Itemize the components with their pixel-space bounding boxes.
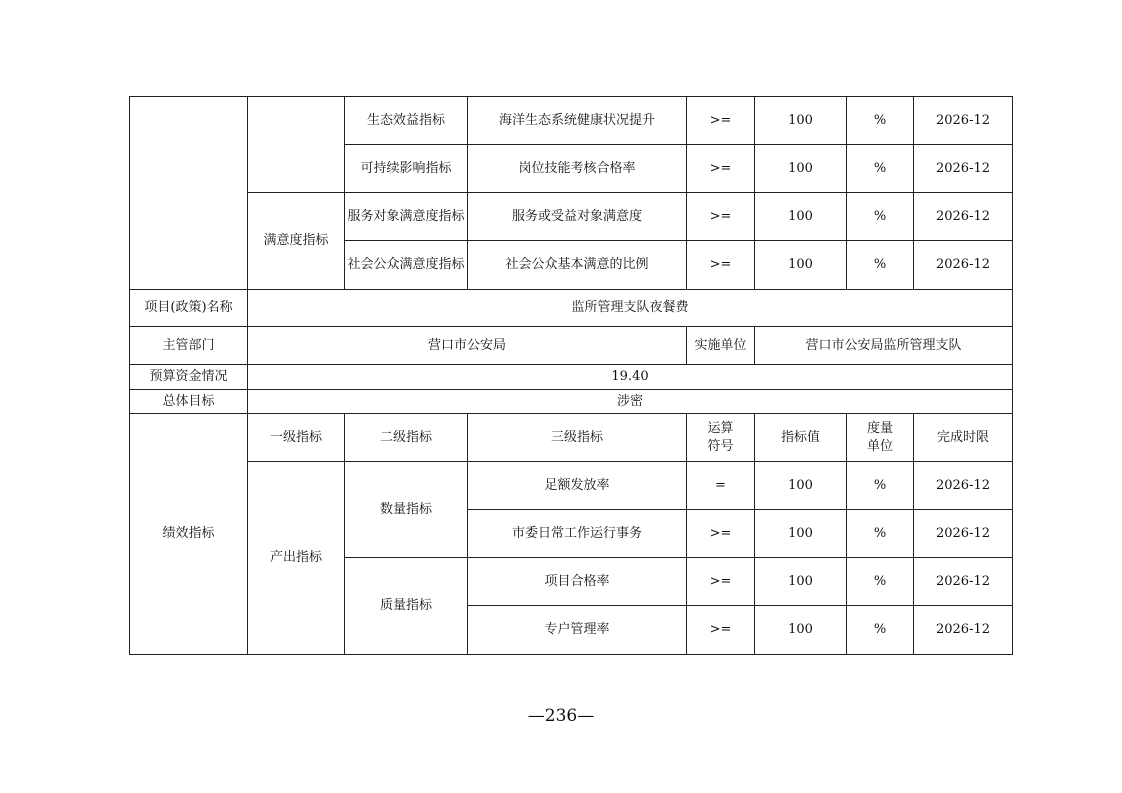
quality-indicator-cell: 质量指标 bbox=[345, 558, 468, 655]
header-operator-line1: 运算 bbox=[707, 420, 734, 436]
budget-value: 19.40 bbox=[248, 365, 1013, 390]
table-row bbox=[130, 390, 1013, 414]
unit-cell: % bbox=[847, 145, 914, 193]
level3-cell: 岗位技能考核合格率 bbox=[468, 145, 687, 193]
department-value: 营口市公安局 bbox=[248, 327, 687, 365]
header-level3: 三级指标 bbox=[468, 414, 687, 462]
operator-cell: >= bbox=[687, 510, 755, 558]
deadline-cell: 2026-12 bbox=[914, 241, 1013, 290]
implementer-label: 实施单位 bbox=[687, 327, 755, 365]
page-number: —236— bbox=[527, 706, 595, 726]
value-cell: 100 bbox=[755, 558, 847, 606]
operator-cell: >= bbox=[687, 241, 755, 290]
level2-cell: 服务对象满意度指标 bbox=[345, 193, 468, 241]
level3-cell: 市委日常工作运行事务 bbox=[468, 510, 687, 558]
level3-cell: 足额发放率 bbox=[468, 462, 687, 510]
level3-cell: 服务或受益对象满意度 bbox=[468, 193, 687, 241]
overall-goal-label: 总体目标 bbox=[130, 390, 248, 414]
header-level1: 一级指标 bbox=[248, 414, 345, 462]
level3-cell: 海洋生态系统健康状况提升 bbox=[468, 97, 687, 145]
unit-cell: % bbox=[847, 606, 914, 655]
value-cell: 100 bbox=[755, 193, 847, 241]
unit-cell: % bbox=[847, 510, 914, 558]
performance-table bbox=[129, 96, 1013, 655]
department-label: 主管部门 bbox=[130, 327, 248, 365]
deadline-cell: 2026-12 bbox=[914, 97, 1013, 145]
value-cell: 100 bbox=[755, 97, 847, 145]
operator-cell: >= bbox=[687, 193, 755, 241]
blank-cell bbox=[130, 97, 248, 290]
deadline-cell: 2026-12 bbox=[914, 145, 1013, 193]
deadline-cell: 2026-12 bbox=[914, 510, 1013, 558]
operator-cell: >= bbox=[687, 606, 755, 655]
header-value: 指标值 bbox=[755, 414, 847, 462]
blank-cell bbox=[248, 97, 345, 193]
project-name-label: 项目(政策)名称 bbox=[130, 290, 248, 327]
implementer-value: 营口市公安局监所管理支队 bbox=[755, 327, 1013, 365]
header-unit bbox=[847, 414, 914, 462]
level2-cell: 可持续影响指标 bbox=[345, 145, 468, 193]
unit-cell: % bbox=[847, 193, 914, 241]
level2-cell: 生态效益指标 bbox=[345, 97, 468, 145]
operator-cell: >= bbox=[687, 145, 755, 193]
unit-cell: % bbox=[847, 97, 914, 145]
table-row bbox=[130, 327, 1013, 365]
header-deadline: 完成时限 bbox=[914, 414, 1013, 462]
header-level2: 二级指标 bbox=[345, 414, 468, 462]
performance-indicator-label: 绩效指标 bbox=[130, 414, 248, 655]
unit-cell: % bbox=[847, 558, 914, 606]
budget-label: 预算资金情况 bbox=[130, 365, 248, 390]
header-unit-line1: 度量 bbox=[866, 420, 893, 436]
header-unit-line2: 单位 bbox=[866, 438, 893, 454]
overall-goal-value: 涉密 bbox=[248, 390, 1013, 414]
value-cell: 100 bbox=[755, 145, 847, 193]
deadline-cell: 2026-12 bbox=[914, 558, 1013, 606]
table-row bbox=[130, 290, 1013, 327]
deadline-cell: 2026-12 bbox=[914, 462, 1013, 510]
header-operator bbox=[687, 414, 755, 462]
level3-cell: 专户管理率 bbox=[468, 606, 687, 655]
level3-cell: 项目合格率 bbox=[468, 558, 687, 606]
unit-cell: % bbox=[847, 462, 914, 510]
level2-cell: 社会公众满意度指标 bbox=[345, 241, 468, 290]
operator-cell: >= bbox=[687, 97, 755, 145]
table-row bbox=[130, 193, 1013, 241]
value-cell: 100 bbox=[755, 510, 847, 558]
table-header-row bbox=[130, 414, 1013, 462]
header-operator-line2: 符号 bbox=[707, 438, 734, 454]
value-cell: 100 bbox=[755, 241, 847, 290]
value-cell: 100 bbox=[755, 606, 847, 655]
operator-cell: >= bbox=[687, 558, 755, 606]
level3-cell: 社会公众基本满意的比例 bbox=[468, 241, 687, 290]
operator-cell: = bbox=[687, 462, 755, 510]
value-cell: 100 bbox=[755, 462, 847, 510]
unit-cell: % bbox=[847, 241, 914, 290]
table-row bbox=[130, 97, 1013, 145]
table-row bbox=[130, 462, 1013, 510]
quantity-indicator-cell: 数量指标 bbox=[345, 462, 468, 558]
table-row bbox=[130, 365, 1013, 390]
project-name-value: 监所管理支队夜餐费 bbox=[248, 290, 1013, 327]
deadline-cell: 2026-12 bbox=[914, 193, 1013, 241]
output-indicator-cell: 产出指标 bbox=[248, 462, 345, 655]
satisfaction-indicator-cell: 满意度指标 bbox=[248, 193, 345, 290]
deadline-cell: 2026-12 bbox=[914, 606, 1013, 655]
